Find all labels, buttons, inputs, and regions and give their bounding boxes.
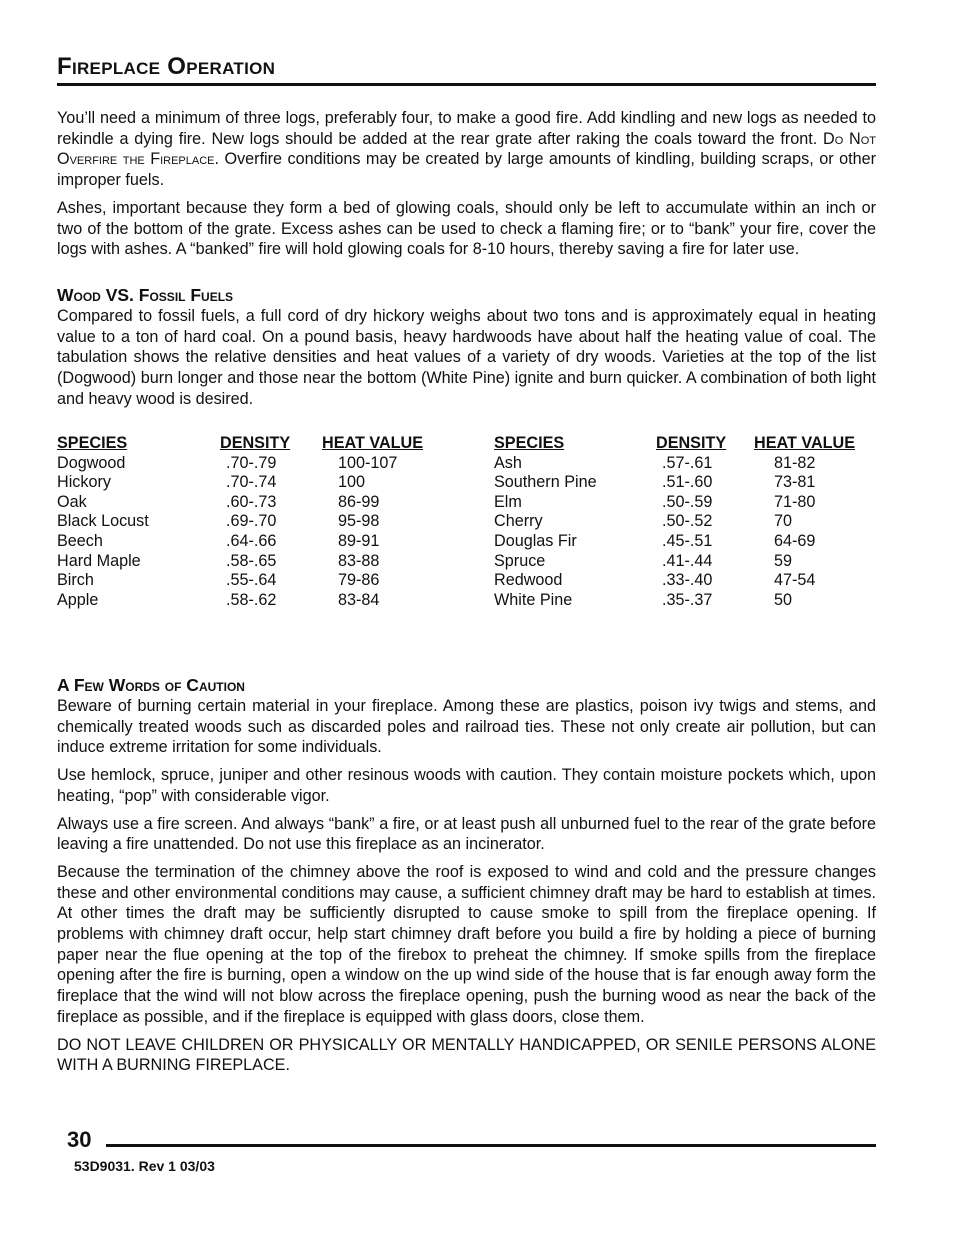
species-cell: Cherry [494,512,543,531]
table-row [57,512,442,532]
intro-section [57,108,876,260]
overfire-warning: Do Not Overfire the Fireplace [57,129,876,169]
density-cell: .64-.66 [226,531,277,550]
heat-value-cell: 47-54 [774,571,816,590]
table-row [494,473,874,493]
caution-paragraph-4: Because the termination of the chimney above the roof is exposed to wind and cold and the pressure changes these and other environmental conditions may cause, a sufficient chimney draft may be hard to establish at times. At other times the draft may be sufficiently disrupted to cause smoke to spill from the fireplace opening. If problems with chimney draft occur, help start chimney draft before you build a fire by holding a piece of burning paper near the flue opening at the top of the firebox to preheat the chimney. If smoke spills from the fireplace opening after the fire is burning, open a window on the up wind side of the house that is far enough away form the fireplace that the wind will not blow across the fireplace opening, push the burning wood as near the back of the fireplace as possible, and if the fireplace is equipped with glass doors, close them. [57,862,876,1026]
caution-heading: A Few Words of Caution [57,675,245,695]
density-header: DENSITY [656,434,727,452]
page-title: Fireplace Operation [57,53,276,80]
table-row [57,571,442,591]
heat-value-cell: 70 [774,512,793,531]
heat-value-cell: 83-84 [338,590,380,609]
heat-value-cell: 50 [774,590,793,609]
density-cell: .60-.73 [226,492,277,511]
caution-paragraph-5: DO NOT LEAVE CHILDREN OR PHYSICALLY OR MENTALLY HANDICAPPED, OR SENILE PERSONS ALONE WITH A BURNING FIREPLACE. [57,1035,876,1075]
intro-paragraph-2: Ashes, important because they form a bed of glowing coals, should only be left to accumulate within an inch or two of the bottom of the grate. Excess ashes can be used to check a flaming fire; or to “bank” your fire, cover the logs with ashes. A “banked” fire will hold glowing coals for 8-10 hours, thereby saving a fire for later use. [57,198,876,259]
intro-text-1b: . Overfire conditions may be created by large amounts of kindling, building scraps, or other improper fuels. [57,150,876,190]
table-row [57,493,442,513]
wood-vs-fossil-section [57,284,876,410]
density-cell: .45-.51 [662,531,713,550]
species-cell: Redwood [494,571,563,590]
heat-value-cell: 71-80 [774,492,816,511]
table-row [494,552,874,572]
heat-value-cell: 100 [338,473,366,492]
density-cell: .58-.65 [226,551,277,570]
caution-paragraph-3: Always use a fire screen. And always “bank” a fire, or at least push all unburned fuel to the rear of the grate before leaving a fire unattended. Do not use this fireplace as an incinerator. [57,814,876,854]
heat-value-header: HEAT VALUE [322,434,424,452]
table-row [494,532,874,552]
table-header-row [494,434,874,454]
heat-value-cell: 100-107 [338,453,398,472]
density-cell: .57-.61 [662,453,713,472]
species-header: SPECIES [494,434,565,452]
species-cell: Apple [57,590,99,609]
table-row [57,591,442,611]
wood-table-left [57,434,442,610]
table-row [57,473,442,493]
wood-vs-fossil-heading: Wood VS. Fossil Fuels [57,285,234,305]
species-cell: Beech [57,531,103,550]
heat-value-cell: 64-69 [774,531,816,550]
density-cell: .69-.70 [226,512,277,531]
species-cell: Oak [57,492,87,511]
heat-value-cell: 83-88 [338,551,380,570]
density-cell: .33-.40 [662,571,713,590]
heat-value-cell: 95-98 [338,512,380,531]
table-row [57,454,442,474]
density-cell: .70-.74 [226,473,277,492]
heat-value-cell: 79-86 [338,571,380,590]
table-row [494,493,874,513]
species-cell: Elm [494,492,522,511]
species-cell: Southern Pine [494,473,597,492]
density-cell: .50-.59 [662,492,713,511]
species-cell: Black Locust [57,512,149,531]
wood-table-right [494,434,874,610]
caution-paragraph-2: Use hemlock, spruce, juniper and other resinous woods with caution. They contain moisture pockets which, upon heating, “pop” with considerable vigor. [57,766,876,805]
density-cell: .51-.60 [662,473,713,492]
species-cell: Hickory [57,473,111,492]
page-number: 30 [67,1127,92,1152]
density-cell: .35-.37 [662,590,713,609]
density-cell: .50-.52 [662,512,713,531]
intro-text-1a: You’ll need a minimum of three logs, preferably four, to make a good fire. Add kindling and new logs as needed to rekindle a dying fire. New logs should be added at the rear grate after raking the coals toward the front. [57,109,876,148]
heat-value-header: HEAT VALUE [754,434,856,452]
species-cell: Birch [57,571,94,590]
intro-paragraph-1 [57,108,876,191]
wood-vs-fossil-paragraph: Compared to fossil fuels, a full cord of dry hickory weighs about two tons and is approximately equal in heating value to a ton of hard coal. On a pound basis, heavy hardwoods have about half the heating value of coal. The tabulation shows the relative densities and heat values of a variety of dry woods. Varieties at the top of the list (Dogwood) burn longer and those near the bottom (White Pine) ignite and burn quicker. A combination of both light and heavy wood is desired. [57,307,876,408]
table-row [494,591,874,611]
table-row [57,532,442,552]
density-cell: .55-.64 [226,571,277,590]
species-header: SPECIES [57,434,128,452]
density-cell: .41-.44 [662,551,713,570]
table-row [57,552,442,572]
species-cell: Ash [494,453,522,472]
document-id: 53D9031. Rev 1 03/03 [74,1158,215,1174]
species-cell: Douglas Fir [494,531,577,550]
species-cell: Spruce [494,551,546,570]
heat-value-cell: 81-82 [774,453,816,472]
caution-paragraph-1: Beware of burning certain material in your fireplace. Among these are plastics, poison ivy twigs and stems, and chemically treated woods such as discarded poles and railroad ties. These not only create air pollution, but can induce extreme irritation for some individuals. [57,697,876,757]
title-divider [57,83,876,86]
table-row [494,454,874,474]
table-row [494,512,874,532]
species-cell: Dogwood [57,453,126,472]
heat-value-cell: 73-81 [774,473,816,492]
table-header-row [57,434,442,454]
density-cell: .58-.62 [226,590,277,609]
density-cell: .70-.79 [226,453,277,472]
table-row [494,571,874,591]
heat-value-cell: 86-99 [338,492,380,511]
heat-value-cell: 89-91 [338,531,380,550]
density-header: DENSITY [220,434,291,452]
species-cell: White Pine [494,590,573,609]
heat-value-cell: 59 [774,551,793,570]
caution-section [57,674,876,1076]
species-cell: Hard Maple [57,551,141,570]
footer-divider [106,1144,876,1147]
